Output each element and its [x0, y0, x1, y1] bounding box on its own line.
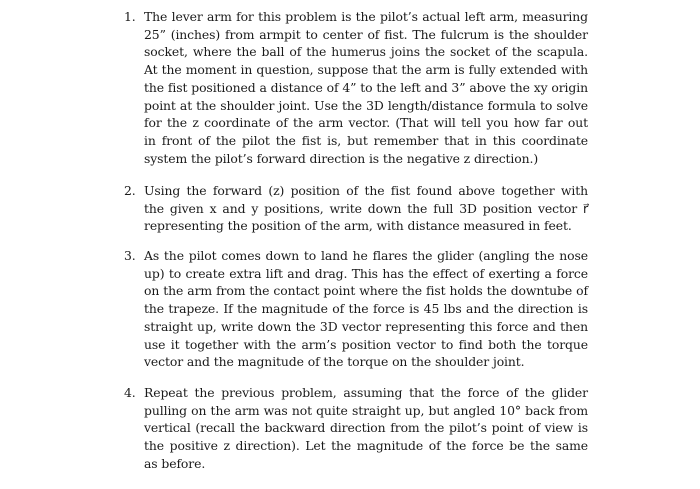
text-line: the positive z direction). Let the magnitude of the force be the same: [144, 438, 588, 454]
text-line: up) to create extra lift and drag. This has the effect of exerting a force: [144, 265, 588, 281]
text-line: straight up, write down the 3D vector representing this force and then: [144, 318, 588, 334]
text-line: Repeat the previous problem, assuming that the force of the glider: [144, 385, 588, 400]
problem-text: [144, 8, 588, 167]
problem-number: 2.: [124, 183, 136, 198]
text-line: 25” (inches) from armpit to center of fist. The fulcrum is the shoulder: [144, 26, 588, 42]
problem-number: 4.: [124, 385, 136, 400]
text-line: pulling on the arm was not quite straight up, but angled 10° back from: [144, 402, 588, 418]
text-line: Using the forward (z) position of the fist found above together with: [144, 183, 588, 198]
text-line: point at the shoulder joint. Use the 3D length/distance formula to solve: [144, 97, 588, 113]
problem-number: 3.: [124, 248, 136, 263]
text-line: the trapeze. If the magnitude of the force is 45 lbs and the direction is: [144, 301, 588, 317]
text-line: At the moment in question, suppose that the arm is fully extended with: [144, 62, 588, 78]
problem-number: 1.: [124, 9, 136, 24]
text-line: in front of the pilot the fist is, but remember that in this coordinate: [144, 132, 588, 148]
problem-3: [124, 247, 588, 371]
text-line: system the pilot’s forward direction is the negative z direction.): [144, 150, 539, 166]
text-line: use it together with the arm’s position vector to find both the torque: [144, 336, 588, 352]
text-line: for the z coordinate of the arm vector. (That will tell you how far out: [144, 115, 588, 131]
text-line: vector and the magnitude of the torque on the shoulder joint.: [144, 354, 525, 370]
text-line: The lever arm for this problem is the pilot’s actual left arm, measuring: [144, 9, 588, 24]
text-line: As the pilot comes down to land he flares the glider (angling the nose: [144, 248, 588, 263]
problem-2: [124, 182, 588, 235]
text-line: on the arm from the contact point where the fist holds the downtube of: [144, 283, 588, 299]
problem-text: [144, 182, 588, 235]
text-line: the given x and y positions, write down the full 3D position vector r⃗: [144, 200, 588, 216]
problem-text: [144, 247, 588, 371]
text-line: as before.: [144, 455, 206, 471]
problem-4: [124, 384, 588, 473]
text-line: socket, where the ball of the humerus joins the socket of the scapula.: [144, 44, 588, 60]
text-line: vertical (recall the backward direction from the pilot’s point of view is: [144, 420, 588, 436]
problem-1: [124, 8, 588, 167]
text-line: the fist positioned a distance of 4” to the left and 3” above the xy origin: [144, 79, 588, 95]
problem-text: [144, 384, 588, 473]
text-line: representing the position of the arm, with distance measured in feet.: [144, 218, 572, 234]
